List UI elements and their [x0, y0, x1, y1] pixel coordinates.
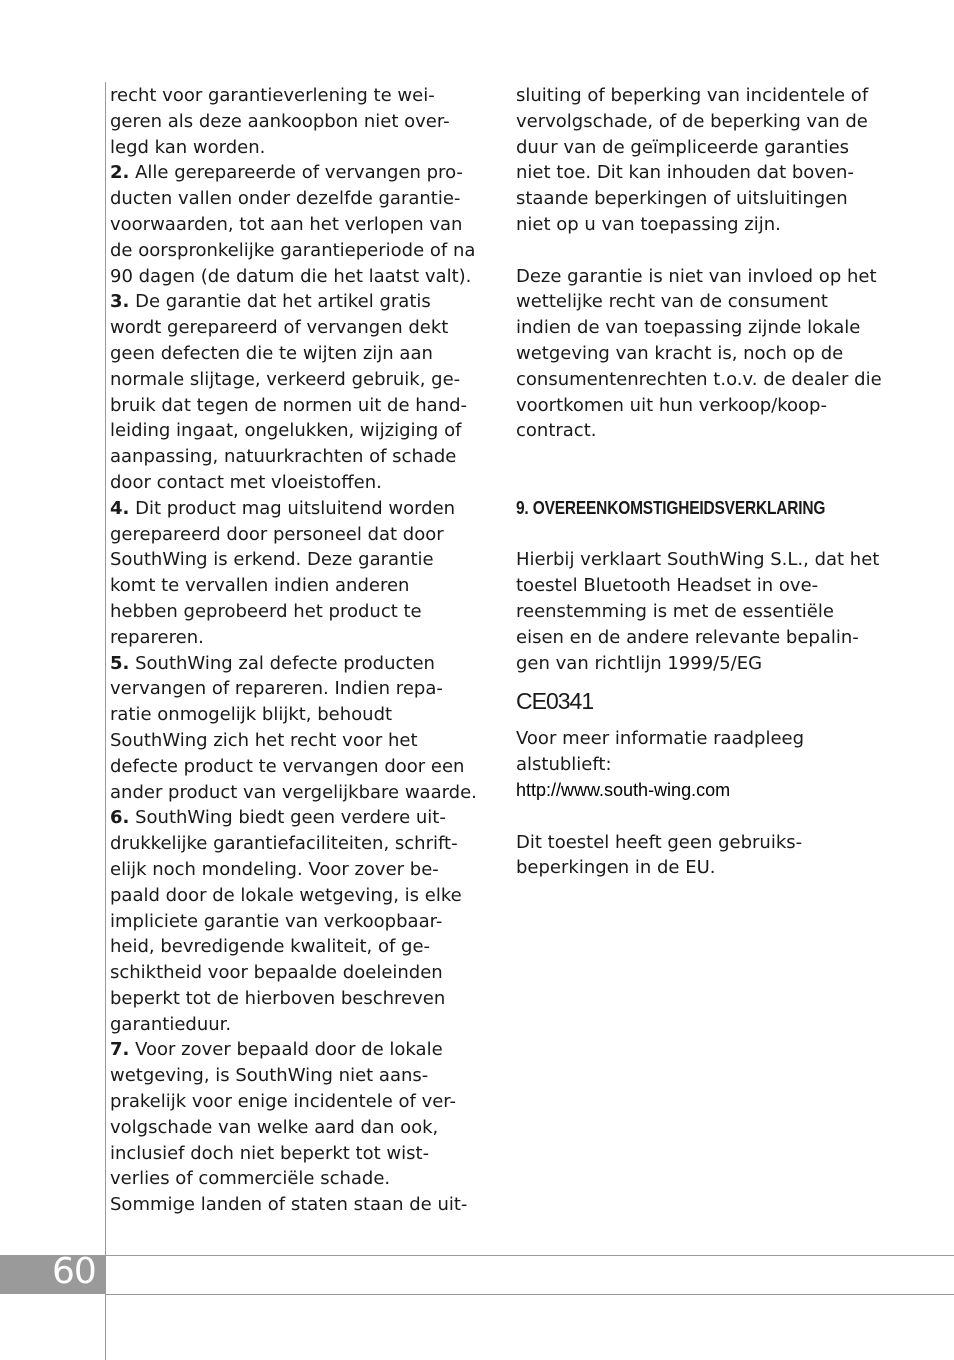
item-number: 2. — [110, 162, 130, 184]
left-intro: recht voor garantieverlening te wei-geren als deze aankoopbon niet over-legd kan worden. — [110, 85, 450, 158]
page-number: 60 — [52, 1251, 96, 1292]
warranty-item-4 — [110, 496, 478, 651]
item-number: 3. — [110, 291, 130, 313]
right-para-2: Deze garantie is niet van invloed op het wettelijke recht van de consument indien de van toepassing zijnde lokale wetgeving van kracht is, noch op de consumentenrechten t.o.v. de dealer die voortkomen uit hun verkoop/koop-contract. — [516, 265, 882, 442]
item-text: SouthWing biedt geen verdere uit-drukkelijke garantiefaciliteiten, schrift-elijk noch mondeling. Voor zover be-paald door de lokale wetgeving, is elke impliciete garantie van verkoopbaar-heid, bevredigende kwaliteit, of ge-schiktheid voor bepaalde doeleinden beperkt tot de hierboven beschreven garantieduur. — [110, 807, 462, 1035]
right-para-4: Voor meer informatie raadpleeg alstublieft: — [516, 728, 805, 776]
item-text: SouthWing zal defecte producten vervangen of repareren. Indien repa-ratie onmogelijk blijkt, behoudt SouthWing zich het recht voor het defecte product te vervangen door een ander product van vergelijkbare waarde. — [110, 652, 477, 803]
warranty-item-6 — [110, 805, 478, 1037]
warranty-item-7 — [110, 1037, 478, 1218]
section-heading: 9. OVEREENKOMSTIGHEIDSVERKLARING — [516, 497, 826, 518]
item-text: De garantie dat het artikel gratis wordt gerepareerd of vervangen dekt geen defecten die te wijten zijn aan normale slijtage, verkeerd gebruik, ge-bruik dat tegen de normen uit de hand-leiding ingaat, ongelukken, wijziging of aanpassing, natuurkrachten of schade door contact met vloeistoffen. — [110, 291, 468, 493]
item-number: 5. — [110, 652, 130, 674]
warranty-item-2 — [110, 160, 478, 289]
column-divider-vertical — [105, 82, 106, 1360]
item-text: Voor zover bepaald door de lokale wetgeving, is SouthWing niet aans-prakelijk voor enige incidentele of ver-volgschade van welke aard dan ook, inclusief doch niet beperkt tot wist-verlies of commerciële schade. Sommige landen of staten staan de uit- — [110, 1039, 468, 1216]
left-column — [110, 83, 478, 1218]
right-para-5: Dit toestel heeft geen gebruiks-beperkingen in de EU. — [516, 831, 803, 879]
item-number: 4. — [110, 497, 130, 519]
item-text: Dit product mag uitsluitend worden gerepareerd door personeel dat door SouthWing is erkend. Deze garantie komt te vervallen indien anderen hebben geprobeerd het product te repareren. — [110, 497, 456, 648]
warranty-item-3 — [110, 289, 478, 495]
right-para-1: sluiting of beperking van incidentele of vervolgschade, of de beperking van de duur van de geïmpliceerde garanties niet toe. Dit kan inhouden dat boven-staande beperkingen of uitsluitingen niet op u van toepassing zijn. — [516, 85, 869, 235]
ce-mark: CE0341 — [516, 688, 594, 715]
right-column — [516, 83, 886, 881]
right-para-3: Hierbij verklaart SouthWing S.L., dat het toestel Bluetooth Headset in ove-reenstemming is met de essentiële eisen en de andere relevante bepalin-gen van richtlijn 1999/5/EG — [516, 549, 880, 674]
item-number: 7. — [110, 1039, 130, 1061]
footer-rule-bottom — [105, 1294, 954, 1295]
website-link[interactable]: http://www.south-wing.com — [516, 779, 731, 800]
warranty-item-5 — [110, 651, 478, 806]
footer-rule-top — [105, 1255, 954, 1256]
item-number: 6. — [110, 807, 130, 829]
item-text: Alle gerepareerde of vervangen pro-ducten vallen onder dezelfde garantie-voorwaarden, tot aan het verlopen van de oorspronkelijke garantieperiode of na 90 dagen (de datum die het laatst valt). — [110, 162, 476, 287]
